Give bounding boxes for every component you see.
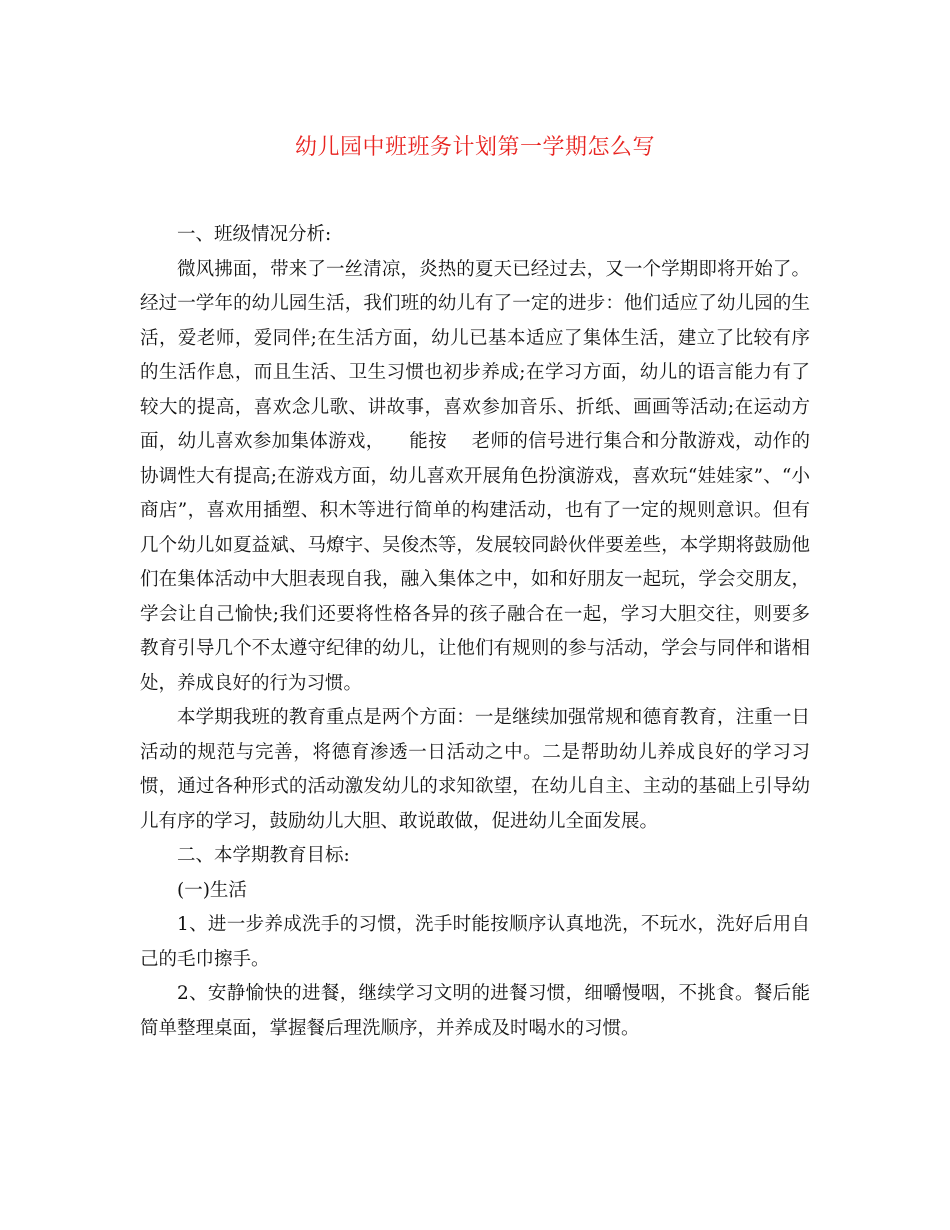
list-item-handwashing: 1、进一步养成洗手的习惯，洗手时能按顺序认真地洗，不玩水，洗好后用自己的毛巾擦手。 bbox=[140, 914, 810, 970]
paragraph-class-situation: 微风拂面，带来了一丝清凉，炎热的夏天已经过去，又一个学期即将开始了。经过一学年的幼儿园生活，我们班的幼儿有了一定的进步：他们适应了幼儿园的生活，爱老师，爱同伴;在生活方面，幼儿已基本适应了集体生活，建立了比较有序的生活作息，而且生活、卫生习惯也初步养成;在学习方面，幼儿的语言能力有了较大的提高，喜欢念儿歌、讲故事，喜欢参加音乐、折纸、画画等活动;在运动方面，幼儿喜欢参加集体游戏， 能按 老师的信号进行集合和分散游戏，动作的协调性大有提高;在游戏方面，幼儿喜欢开展角色扮演游戏，喜欢玩“娃娃家”、“小商店”，喜欢用插塑、积木等进行简单的构建活动，也有了一定的规则意识。但有几个幼儿如夏益斌、马燎宇、吴俊杰等，发展较同龄伙伴要差些，本学期将鼓励他们在集体活动中大胆表现自我，融入集体之中，如和好朋友一起玩，学会交朋友，学会让自己愉快;我们还要将性格各异的孩子融合在一起，学习大胆交往，则要多教育引导几个不太遵守纪律的幼儿，让他们有规则的参与活动，学会与同伴和谐相处，养成良好的行为习惯。 bbox=[140, 258, 810, 694]
subsection-heading-life: (一)生活 bbox=[177, 879, 247, 901]
list-item-eating: 2、安静愉快的进餐，继续学习文明的进餐习惯，细嚼慢咽，不挑食。餐后能简单整理桌面，掌握餐后理洗顺序，并养成及时喝水的习惯。 bbox=[140, 983, 810, 1039]
section-heading-class-analysis: 一、班级情况分析: bbox=[177, 224, 332, 245]
document-body bbox=[140, 218, 810, 1046]
section-heading-education-goals: 二、本学期教育目标: bbox=[177, 845, 350, 866]
paragraph-education-focus: 本学期我班的教育重点是两个方面：一是继续加强常规和德育教育，注重一日活动的规范与完善，将德育渗透一日活动之中。二是帮助幼儿养成良好的学习习惯，通过各种形式的活动激发幼儿的求知欲望，在幼儿自主、主动的基础上引导幼儿有序的学习，鼓励幼儿大胆、敢说敢做，促进幼儿全面发展。 bbox=[140, 707, 810, 832]
document-title: 幼儿园中班班务计划第一学期怎么写 bbox=[294, 135, 655, 160]
